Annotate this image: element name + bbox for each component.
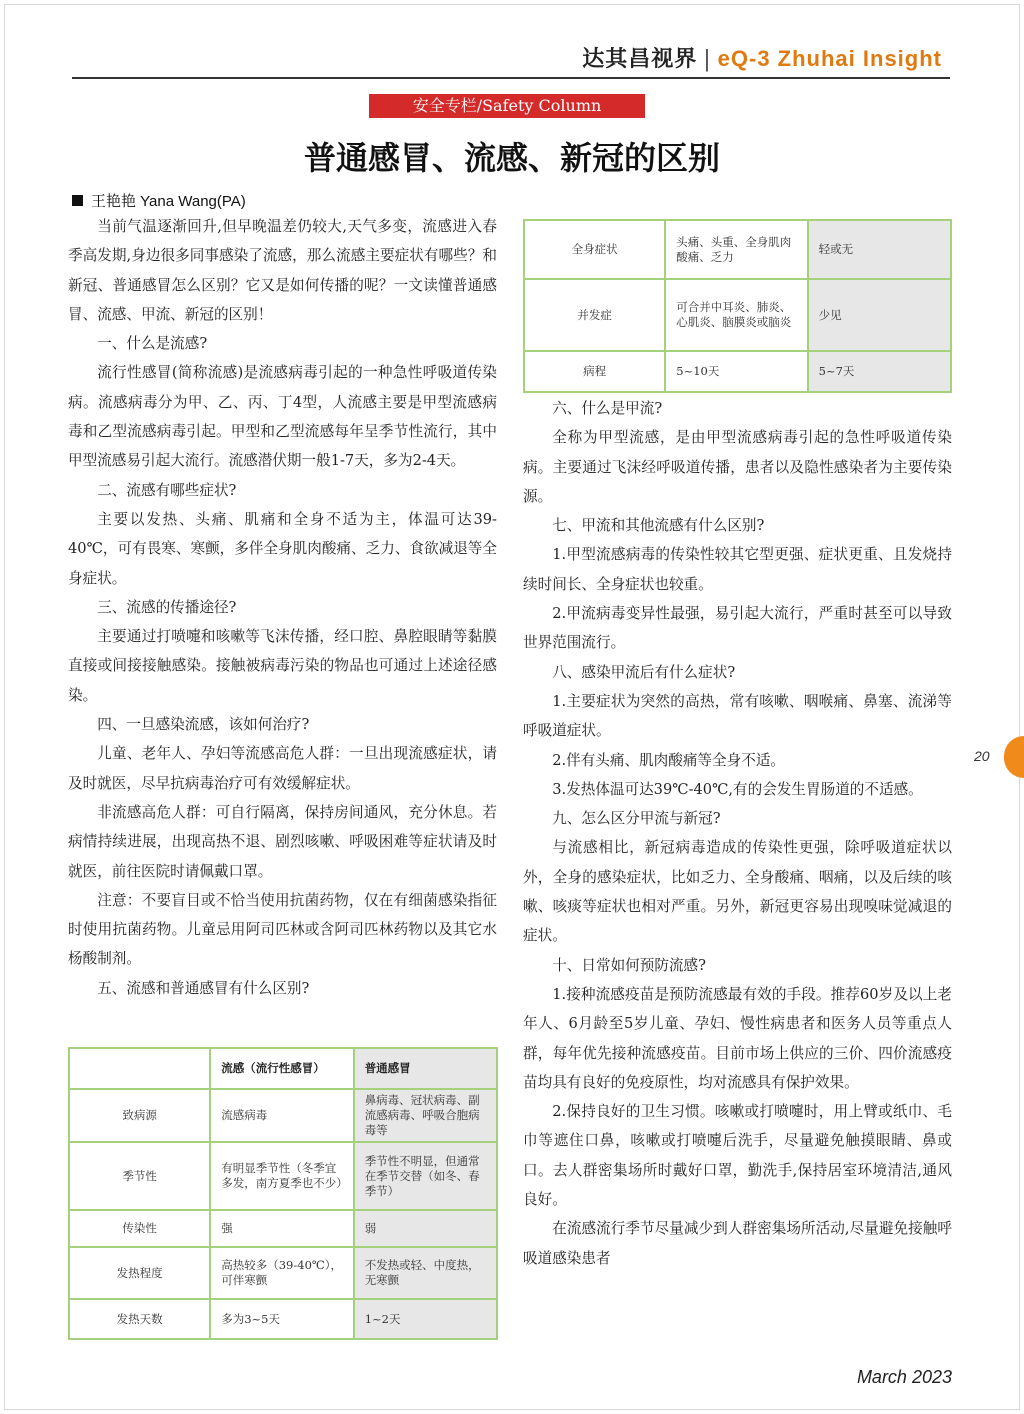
- page-header: [582, 42, 942, 73]
- row-label: 并发症: [524, 279, 665, 351]
- section-tag: 安全专栏/Safety Column: [369, 94, 645, 118]
- header-en: eQ-3 Zhuhai Insight: [717, 46, 942, 71]
- row-label: 致病源: [69, 1089, 210, 1142]
- table-cell: 季节性不明显，但通常在季节交替（如冬、春季节）: [354, 1142, 497, 1210]
- table-cell: 弱: [354, 1210, 497, 1247]
- section-heading: 三、流感的传播途径?: [97, 598, 237, 616]
- paragraph: 1.主要症状为突然的高热，常有咳嗽、咽喉痛、鼻塞、流涕等呼吸道症状。: [523, 692, 952, 740]
- table-cell: 不发热或轻、中度热，无寒颤: [354, 1247, 497, 1299]
- table-row: [69, 1089, 497, 1142]
- paragraph: 流行性感冒(简称流感)是流感病毒引起的一种急性呼吸道传染病。流感病毒分为甲、乙、丙、丁4型，人流感主要是甲型流感病毒和乙型流感病毒引起。甲型和乙型流感每年呈季节性流行，其中甲型流感易引起大流行。流感潜伏期一般1-7天，多为2-4天。: [68, 364, 497, 470]
- table-cell: 头痛、头重、全身肌肉酸痛、乏力: [665, 220, 807, 279]
- table-cell: 强: [210, 1210, 353, 1247]
- paragraph: 1.接种流感疫苗是预防流感最有效的手段。推荐60岁及以上老年人、6月龄至5岁儿童、孕妇、慢性病患者和医务人员等重点人群，每年优先接种流感疫苗。目前市场上供应的三价、四价流感疫苗均具有良好的免疫原性，均对流感具有保护效果。: [523, 985, 952, 1091]
- table-cell: 轻或无: [808, 220, 951, 279]
- table-cell: 1~2天: [354, 1299, 497, 1339]
- table-cell: 鼻病毒、冠状病毒、副流感病毒、呼吸合胞病毒等: [354, 1089, 497, 1142]
- table-cell: 5~7天: [808, 351, 951, 392]
- author-name: 王艳艳 Yana Wang(PA): [91, 193, 246, 210]
- paragraph: 1.甲型流感病毒的传染性较其它型更强、症状更重、且发烧持续时间长、全身症状也较重。: [523, 546, 952, 593]
- comparison-table-continued: [523, 219, 952, 393]
- row-label: 传染性: [69, 1210, 210, 1247]
- left-column: [68, 212, 497, 1003]
- author-line: [72, 190, 246, 211]
- table-cell: 有明显季节性（冬季宜多发，南方夏季也不少）: [210, 1142, 353, 1210]
- section-heading: 二、流感有哪些症状?: [97, 481, 237, 499]
- row-label: 发热程度: [69, 1247, 210, 1299]
- paragraph: 当前气温逐渐回升,但早晚温差仍较大,天气多变，流感进入春季高发期,身边很多同事感染了流感，那么流感主要症状有哪些？和新冠、普通感冒怎么区别？它又是如何传播的呢？一文读懂普通感冒、流感、甲流、新冠的区别！: [68, 218, 497, 323]
- row-label: 病程: [524, 351, 665, 392]
- table-row: [69, 1142, 497, 1210]
- paragraph: 主要以发热、头痛、肌痛和全身不适为主，体温可达39-40℃，可有畏寒、寒颤，多伴全身肌肉酸痛、乏力、食欲减退等全身症状。: [68, 510, 497, 587]
- paragraph: 注意：不要盲目或不恰当使用抗菌药物，仅在有细菌感染指征时使用抗菌药物。儿童忌用阿司匹林或含阿司匹林药物以及其它水杨酸制剂。: [68, 891, 497, 968]
- paragraph: 儿童、老年人、孕妇等流感高危人群：一旦出现流感症状，请及时就医，尽早抗病毒治疗可有效缓解症状。: [68, 745, 497, 792]
- paragraph: 3.发热体温可达39℃-40℃,有的会发生胃肠道的不适感。: [552, 780, 923, 798]
- table-header-cell: [69, 1048, 210, 1089]
- table-header-row: [69, 1048, 497, 1089]
- header-cn: 达其昌视界: [582, 46, 698, 72]
- row-label: 发热天数: [69, 1299, 210, 1339]
- table-cell: 5~10天: [665, 351, 807, 392]
- paragraph: 2.保持良好的卫生习惯。咳嗽或打喷嚏时，用上臂或纸巾、毛巾等遮住口鼻，咳嗽或打喷嚏后洗手，尽量避免触摸眼睛、鼻或口。去人群密集场所时戴好口罩，勤洗手,保持居室环境清洁,通风良好。: [523, 1103, 952, 1209]
- right-column: [523, 394, 952, 1273]
- comparison-table-flu-cold: [68, 1047, 498, 1340]
- table-row: [524, 279, 951, 351]
- table-header-cell: 普通感冒: [354, 1048, 497, 1089]
- table-row: [69, 1210, 497, 1247]
- row-label: 全身症状: [524, 220, 665, 279]
- table-cell: 可合并中耳炎、肺炎、心肌炎、脑膜炎或脑炎: [665, 279, 807, 351]
- section-heading: 十、日常如何预防流感?: [552, 956, 706, 974]
- table-cell: 高热较多（39-40℃），可伴寒颤: [210, 1247, 353, 1299]
- paragraph: 全称为甲型流感，是由甲型流感病毒引起的急性呼吸道传染病。主要通过飞沫经呼吸道传播，患者以及隐性感染者为主要传染源。: [523, 429, 952, 505]
- paragraph: 与流感相比，新冠病毒造成的传染性更强，除呼吸道症状以外，全身的感染症状，比如乏力、全身酸痛、咽痛，以及后续的咳嗽、咳痰等症状也相对严重。另外，新冠更容易出现嗅味觉减退的症状。: [523, 839, 952, 945]
- section-heading: 一、什么是流感?: [97, 335, 208, 353]
- header-rule: [72, 77, 950, 79]
- page-number: 20: [974, 748, 990, 764]
- paragraph: 主要通过打喷嚏和咳嗽等飞沫传播，经口腔、鼻腔眼睛等黏膜直接或间接接触感染。接触被病毒污染的物品也可通过上述途径感染。: [68, 628, 497, 704]
- paragraph: 2.伴有头痛、肌肉酸痛等全身不适。: [552, 751, 786, 769]
- paragraph: 在流感流行季节尽量减少到人群密集场所活动,尽量避免接触呼吸道感染患者: [523, 1220, 952, 1267]
- table-row: [524, 220, 951, 279]
- row-label: 季节性: [69, 1142, 210, 1210]
- table-cell: 少见: [808, 279, 951, 351]
- section-heading: 八、感染甲流后有什么症状?: [552, 663, 736, 681]
- table-row: [524, 351, 951, 392]
- table-cell: 多为3~5天: [210, 1299, 353, 1339]
- section-heading: 九、怎么区分甲流与新冠?: [552, 810, 721, 828]
- footer-date: March 2023: [856, 1367, 952, 1387]
- header-separator: |: [703, 47, 712, 72]
- paragraph: 非流感高危人群：可自行隔离，保持房间通风，充分休息。若病情持续进展，出现高热不退、剧烈咳嗽、呼吸困难等症状请及时就医，前往医院时请佩戴口罩。: [68, 803, 497, 880]
- article-title: 普通感冒、流感、新冠的区别: [303, 139, 720, 177]
- table-cell: 流感病毒: [210, 1089, 353, 1142]
- section-heading: 五、流感和普通感冒有什么区别?: [97, 979, 310, 997]
- section-heading: 四、一旦感染流感，该如何治疗?: [97, 716, 310, 734]
- table-header-cell: 流感（流行性感冒）: [210, 1048, 353, 1089]
- paragraph: 2.甲流病毒变异性最强，易引起大流行，严重时甚至可以导致世界范围流行。: [523, 605, 952, 652]
- section-heading: 七、甲流和其他流感有什么区别?: [552, 517, 765, 535]
- table-row: [69, 1247, 497, 1299]
- section-heading: 六、什么是甲流?: [552, 400, 663, 417]
- square-bullet-icon: [72, 195, 83, 206]
- table-row: [69, 1299, 497, 1339]
